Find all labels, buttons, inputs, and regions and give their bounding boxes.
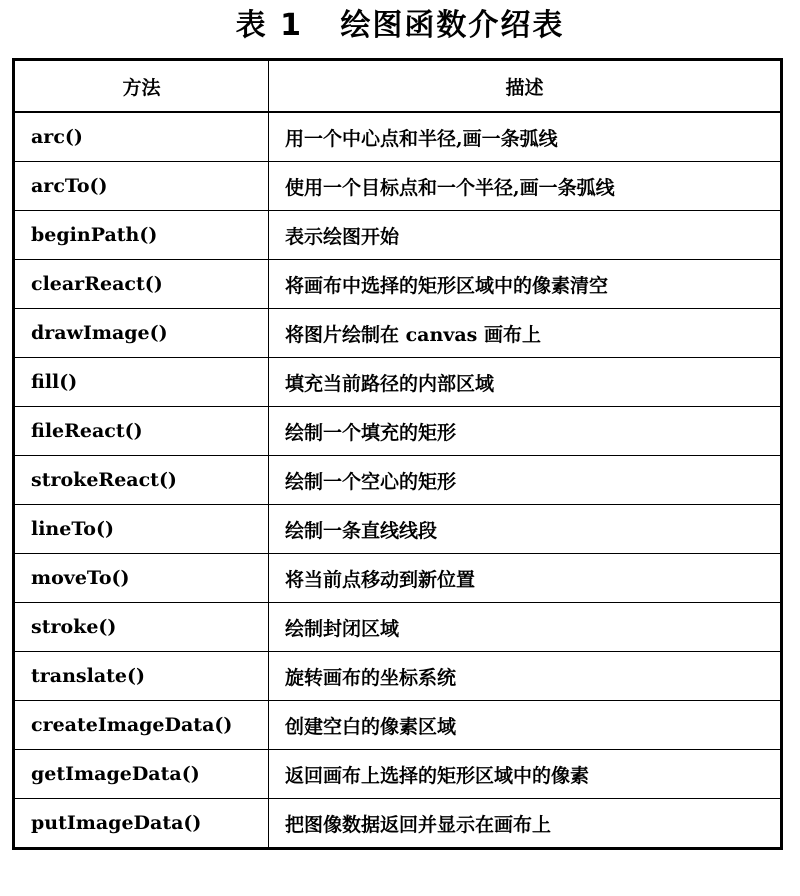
- description-cell: 绘制一条直线线段: [269, 505, 782, 554]
- table-row: [14, 358, 782, 407]
- description-cell: 使用一个目标点和一个半径,画一条弧线: [269, 162, 782, 211]
- method-cell: beginPath(): [14, 211, 269, 260]
- table-row: [14, 554, 782, 603]
- description-cell: 将图片绘制在 canvas 画布上: [269, 309, 782, 358]
- method-cell: stroke(): [14, 603, 269, 652]
- method-cell: getImageData(): [14, 750, 269, 799]
- method-cell: createImageData(): [14, 701, 269, 750]
- method-cell: translate(): [14, 652, 269, 701]
- method-cell: arc(): [14, 112, 269, 162]
- description-cell: 把图像数据返回并显示在画布上: [269, 799, 782, 849]
- description-cell: 绘制一个空心的矩形: [269, 456, 782, 505]
- description-cell: 绘制封闭区域: [269, 603, 782, 652]
- table-header-row: [14, 60, 782, 113]
- description-cell: 用一个中心点和半径,画一条弧线: [269, 112, 782, 162]
- method-cell: fill(): [14, 358, 269, 407]
- description-cell: 表示绘图开始: [269, 211, 782, 260]
- table-row: [14, 456, 782, 505]
- table-row: [14, 701, 782, 750]
- table-body: [14, 112, 782, 849]
- table-row: [14, 407, 782, 456]
- description-cell: 返回画布上选择的矩形区域中的像素: [269, 750, 782, 799]
- drawing-functions-table: [12, 58, 783, 850]
- header-description: 描述: [269, 60, 782, 113]
- table-row: [14, 799, 782, 849]
- table-row: [14, 211, 782, 260]
- header-method: 方法: [14, 60, 269, 113]
- description-cell: 创建空白的像素区域: [269, 701, 782, 750]
- table-row: [14, 260, 782, 309]
- method-cell: lineTo(): [14, 505, 269, 554]
- table-row: [14, 750, 782, 799]
- description-cell: 绘制一个填充的矩形: [269, 407, 782, 456]
- description-cell: 旋转画布的坐标系统: [269, 652, 782, 701]
- method-cell: arcTo(): [14, 162, 269, 211]
- table-row: [14, 309, 782, 358]
- description-cell: 将当前点移动到新位置: [269, 554, 782, 603]
- table-row: [14, 505, 782, 554]
- method-cell: drawImage(): [14, 309, 269, 358]
- description-cell: 将画布中选择的矩形区域中的像素清空: [269, 260, 782, 309]
- method-cell: fileReact(): [14, 407, 269, 456]
- method-cell: moveTo(): [14, 554, 269, 603]
- method-cell: clearReact(): [14, 260, 269, 309]
- method-cell: strokeReact(): [14, 456, 269, 505]
- table-row: [14, 112, 782, 162]
- table-row: [14, 603, 782, 652]
- table-row: [14, 652, 782, 701]
- method-cell: putImageData(): [14, 799, 269, 849]
- description-cell: 填充当前路径的内部区域: [269, 358, 782, 407]
- table-caption: 表 1 绘图函数介绍表: [235, 8, 565, 43]
- table-row: [14, 162, 782, 211]
